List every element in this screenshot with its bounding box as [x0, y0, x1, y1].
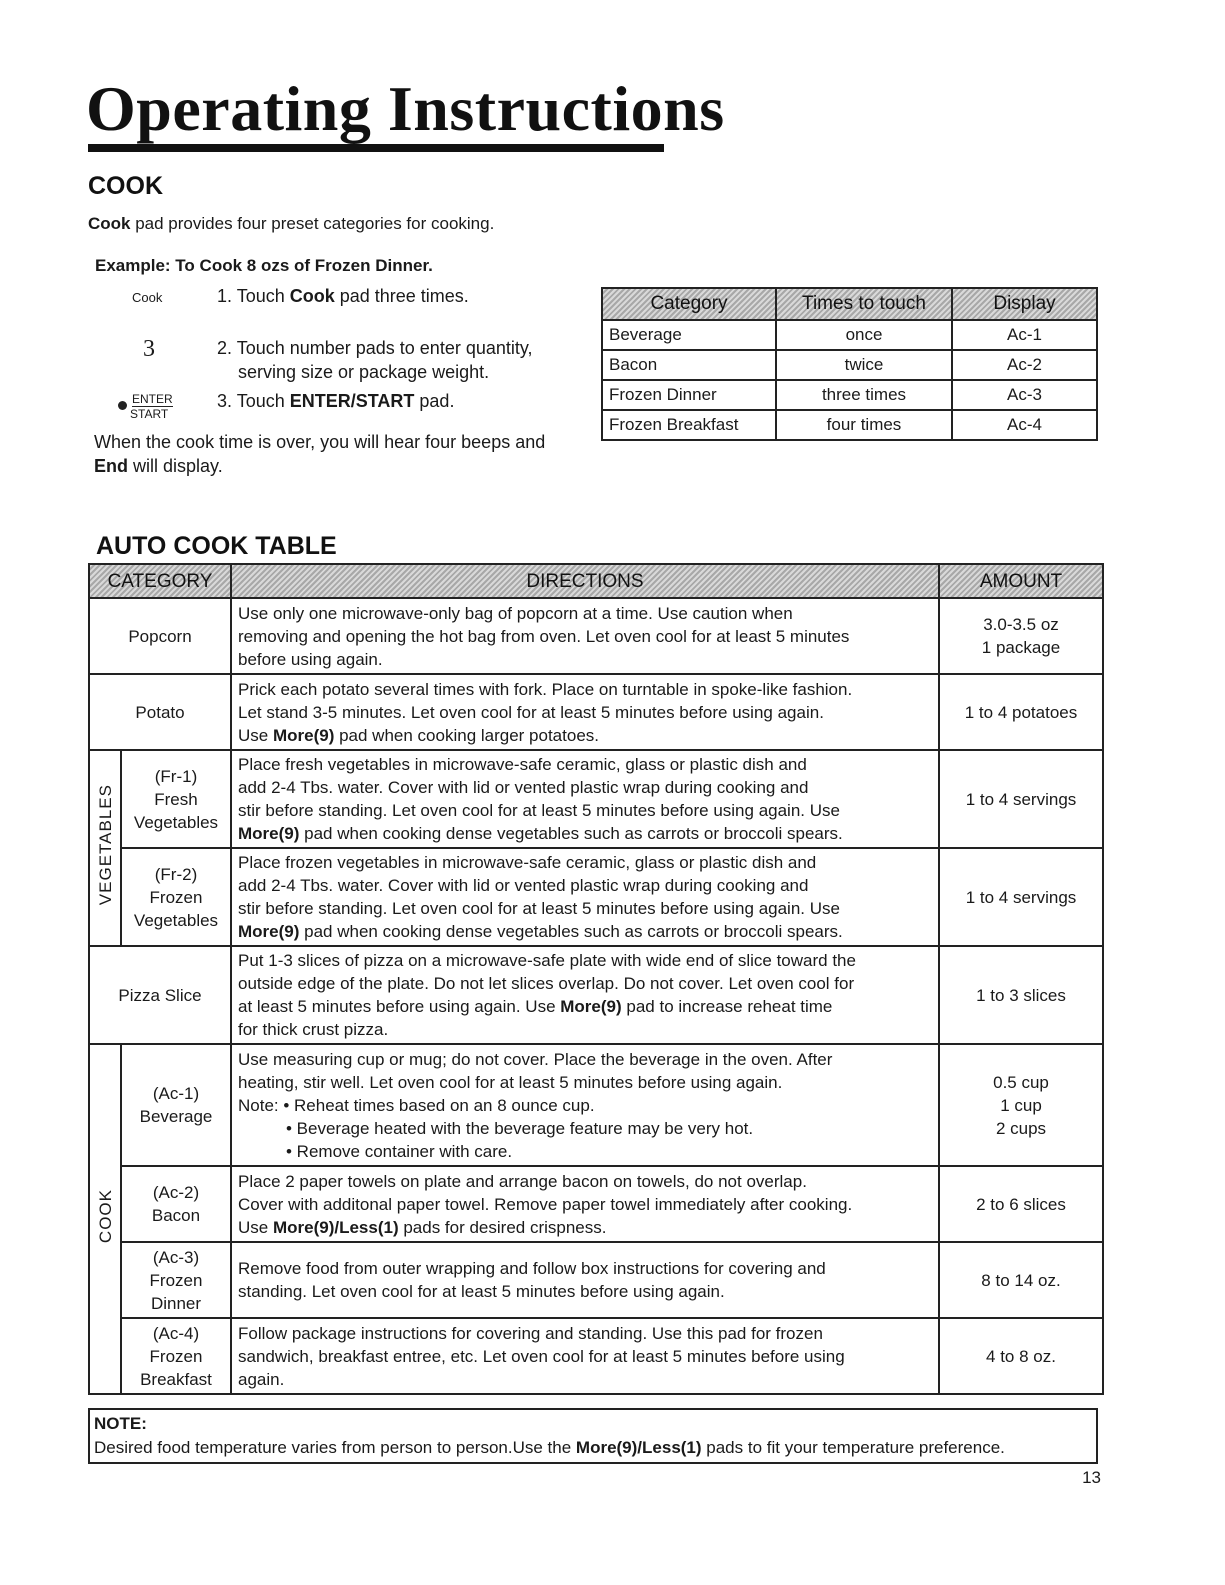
table-row: [89, 1044, 1103, 1166]
dir-line: Follow package instructions for covering and standing. Use this pad for frozen: [238, 1323, 823, 1343]
frozen-dinner-category: [121, 1242, 231, 1318]
header-category: Category: [602, 288, 776, 320]
amount-line: 2 cups: [995, 1118, 1047, 1138]
cook-intro: [88, 212, 494, 235]
fresh-veg-directions: [231, 750, 939, 848]
start-dot-icon: [118, 401, 127, 410]
dir-line: [238, 1216, 932, 1239]
beverage-category: [121, 1044, 231, 1166]
bacon-directions: [231, 1166, 939, 1242]
cell: Beverage: [602, 320, 776, 350]
cook-group-label: COOK: [95, 1188, 115, 1244]
pad-bold: More(9): [238, 824, 300, 843]
cell: Bacon: [602, 350, 776, 380]
note-text: [94, 1436, 1092, 1460]
fresh-veg-amount: 1 to 4 servings: [939, 750, 1103, 848]
cell: Frozen Dinner: [602, 380, 776, 410]
cat-line: Frozen: [149, 1346, 203, 1366]
cell: Ac-3: [952, 380, 1097, 410]
table-row: [602, 410, 1097, 440]
vegetables-group: [89, 750, 121, 946]
bacon-category: [121, 1166, 231, 1242]
dir-line: add 2-4 Tbs. water. Cover with lid or vented plastic wrap during cooking and: [238, 778, 809, 797]
cell: twice: [776, 350, 952, 380]
auto-cook-table: [88, 563, 1104, 1395]
cell: once: [776, 320, 952, 350]
step-1-post: pad three times.: [334, 286, 469, 306]
step-3-pre: 3. Touch: [217, 391, 290, 411]
amount-line: 0.5 cup: [993, 1072, 1049, 1092]
dir-line: before using again.: [238, 649, 383, 669]
popcorn-category: Popcorn: [89, 598, 231, 674]
frozen-veg-category: [121, 848, 231, 946]
frozen-breakfast-directions: [231, 1318, 939, 1394]
number-pad-icon: 3: [143, 336, 155, 362]
use-text: Use: [238, 725, 273, 745]
dir-line: standing. Let oven cool for at least 5 minutes before using again.: [238, 1282, 725, 1301]
dir-line: Cover with additonal paper towel. Remove paper towel immediately after cooking.: [238, 1194, 853, 1214]
cat-line: (Fr-2): [154, 864, 198, 884]
header-display: Display: [952, 288, 1097, 320]
beverage-amount: [939, 1044, 1103, 1166]
frozen-veg-directions: [231, 848, 939, 946]
dir-line: Use only one microwave-only bag of popcorn at a time. Use caution when: [238, 603, 793, 623]
frozen-veg-amount: 1 to 4 servings: [939, 848, 1103, 946]
cat-line: Vegetables: [133, 910, 219, 930]
amount-line: 1 cup: [1000, 1095, 1042, 1115]
amount-line: 3.0-3.5 oz: [983, 615, 1059, 634]
dir-line: [238, 920, 932, 943]
pre-text: at least 5 minutes before using again. Use: [238, 997, 561, 1016]
dir-line: sandwich, breakfast entree, etc. Let oven cool for at least 5 minutes before using: [238, 1346, 845, 1366]
cook-heading: COOK: [88, 172, 163, 200]
cat-line: Bacon: [151, 1206, 201, 1225]
dir-line: Use measuring cup or mug; do not cover. Place the beverage in the oven. After: [238, 1049, 833, 1069]
table-row: [89, 674, 1103, 750]
amount-line: 1 package: [981, 638, 1061, 657]
dir-line: • Beverage heated with the beverage feature may be very hot.: [286, 1118, 754, 1138]
table-row: [89, 1318, 1103, 1394]
beverage-directions: [231, 1044, 939, 1166]
dir-line: heating, stir well. Let oven cool for at least 5 minutes before using again.: [238, 1072, 783, 1092]
cat-line: Beverage: [139, 1107, 213, 1126]
cat-line: Frozen: [149, 887, 203, 907]
cell: three times: [776, 380, 952, 410]
cook-intro-rest: pad provides four preset categories for cooking.: [130, 214, 495, 233]
bacon-amount: 2 to 6 slices: [939, 1166, 1103, 1242]
cook-category-table: [601, 287, 1098, 441]
note-box: [88, 1408, 1098, 1464]
dir-line: Remove food from outer wrapping and follow box instructions for covering and: [238, 1259, 826, 1278]
auto-cook-heading: AUTO COOK TABLE: [96, 532, 337, 560]
cook-after-line-2: [94, 454, 223, 478]
dir-line: [238, 822, 932, 845]
cell: Ac-2: [952, 350, 1097, 380]
cat-line: Fresh: [154, 789, 198, 809]
rest-text: pad when cooking dense vegetables such as carrots or broccoli spears.: [299, 824, 843, 843]
rest-text: pad when cooking dense vegetables such as carrots or broccoli spears.: [299, 922, 843, 941]
popcorn-amount: [939, 598, 1103, 674]
cell: Ac-1: [952, 320, 1097, 350]
cat-line: Dinner: [150, 1293, 202, 1313]
rest-text: pads for desired crispness.: [398, 1217, 607, 1237]
frozen-breakfast-amount: 4 to 8 oz.: [939, 1318, 1103, 1394]
table-row: [89, 848, 1103, 946]
pad-bold: More(9): [238, 922, 300, 941]
table-row: [602, 350, 1097, 380]
title-underline: [88, 144, 664, 152]
table-row: [89, 1166, 1103, 1242]
note-bold: More(9)/Less(1): [575, 1438, 702, 1457]
cell: four times: [776, 410, 952, 440]
cat-line: (Ac-2): [152, 1183, 200, 1202]
use-text: Use: [238, 1217, 273, 1237]
dir-line: [238, 995, 932, 1018]
note-label: NOTE:: [94, 1414, 147, 1433]
step-1: [217, 284, 469, 308]
frozen-dinner-directions: [231, 1242, 939, 1318]
dir-line: stir before standing. Let oven cool for at least 5 minutes before using again. Use: [238, 801, 840, 820]
table-row: [602, 320, 1097, 350]
pizza-directions: [231, 946, 939, 1044]
dir-line: Place 2 paper towels on plate and arrange bacon on towels, do not overlap.: [238, 1171, 807, 1191]
cat-line: (Ac-4): [152, 1323, 200, 1343]
table-row: [89, 750, 1103, 848]
rest-text: pad when cooking larger potatoes.: [334, 725, 599, 745]
frozen-breakfast-category: [121, 1318, 231, 1394]
dir-line: stir before standing. Let oven cool for at least 5 minutes before using again. Use: [238, 899, 840, 918]
page-title: Operating Instructions: [86, 73, 725, 144]
dir-line: • Remove container with care.: [286, 1141, 513, 1161]
dir-line: again.: [238, 1369, 285, 1389]
pad-bold: More(9): [560, 997, 622, 1016]
cook-after-line-1: When the cook time is over, you will hear four beeps and: [94, 432, 546, 452]
start-label: START: [130, 407, 169, 421]
dir-line: Note: • Reheat times based on an 8 ounce cup.: [238, 1095, 595, 1115]
end-rest: will display.: [128, 456, 223, 476]
cat-line: Frozen: [149, 1270, 203, 1290]
dir-line: Put 1-3 slices of pizza on a microwave-safe plate with wide end of slice toward the: [238, 951, 856, 970]
cook-pad-icon: Cook: [132, 290, 163, 305]
cat-line: Breakfast: [140, 1369, 212, 1389]
table-row: [89, 946, 1103, 1044]
potato-category: Potato: [89, 674, 231, 750]
cat-line: (Ac-1): [152, 1084, 200, 1103]
potato-directions: [231, 674, 939, 750]
step-2-line-2: serving size or package weight.: [238, 362, 490, 382]
enter-label: ENTER: [132, 392, 173, 406]
step-2-line-1: 2. Touch number pads to enter quantity,: [217, 338, 533, 358]
cell: Frozen Breakfast: [602, 410, 776, 440]
cell: Ac-4: [952, 410, 1097, 440]
note-post: pads to fit your temperature preference.: [701, 1438, 1005, 1457]
note-pre: Desired food temperature varies from person to person.Use the: [94, 1438, 576, 1457]
header-directions: DIRECTIONS: [231, 564, 939, 598]
pad-bold: More(9): [272, 725, 335, 745]
dir-line: Let stand 3-5 minutes. Let oven cool for at least 5 minutes before using again.: [238, 702, 824, 722]
header-times: Times to touch: [776, 288, 952, 320]
table-row: [602, 380, 1097, 410]
table-header-row: [89, 564, 1103, 598]
cat-line: (Fr-1): [154, 766, 198, 786]
cook-example: Example: To Cook 8 ozs of Frozen Dinner.: [95, 256, 433, 275]
dir-line: outside edge of the plate. Do not let slices overlap. Do not cover. Let oven cool for: [238, 974, 855, 993]
vegetables-group-label: VEGETABLES: [95, 784, 115, 906]
dir-line: Prick each potato several times with fork. Place on turntable in spoke-like fashion.: [238, 679, 853, 699]
popcorn-directions: [231, 598, 939, 674]
step-1-pre: 1. Touch: [217, 286, 290, 306]
table-header-row: [602, 288, 1097, 320]
cook-group: [89, 1044, 121, 1394]
step-1-bold: Cook: [289, 286, 335, 306]
potato-amount: 1 to 4 potatoes: [939, 674, 1103, 750]
dir-line: for thick crust pizza.: [238, 1020, 389, 1039]
dir-line: [238, 724, 932, 747]
table-row: [89, 598, 1103, 674]
post-text: pad to increase reheat time: [621, 997, 833, 1016]
cook-intro-bold: Cook: [88, 214, 131, 233]
cat-line: Vegetables: [133, 812, 219, 832]
pad-bold: More(9)/Less(1): [272, 1217, 399, 1237]
header-category: CATEGORY: [89, 564, 231, 598]
table-row: [89, 1242, 1103, 1318]
pizza-category: Pizza Slice: [89, 946, 231, 1044]
end-bold: End: [94, 456, 128, 476]
dir-line: add 2-4 Tbs. water. Cover with lid or vented plastic wrap during cooking and: [238, 876, 809, 895]
dir-line: removing and opening the hot bag from oven. Let oven cool for at least 5 minutes: [238, 626, 850, 646]
dir-line: Place fresh vegetables in microwave-safe ceramic, glass or plastic dish and: [238, 755, 807, 774]
page-number: 13: [1082, 1468, 1101, 1487]
pizza-amount: 1 to 3 slices: [939, 946, 1103, 1044]
step-3-bold: ENTER/START: [289, 391, 415, 411]
enter-start-icon: [118, 393, 180, 425]
header-amount: AMOUNT: [939, 564, 1103, 598]
dir-line: Place frozen vegetables in microwave-safe ceramic, glass or plastic dish and: [238, 853, 817, 872]
fresh-veg-category: [121, 750, 231, 848]
cat-line: (Ac-3): [152, 1247, 200, 1267]
step-3: [217, 389, 454, 413]
frozen-dinner-amount: 8 to 14 oz.: [939, 1242, 1103, 1318]
step-3-post: pad.: [414, 391, 455, 411]
